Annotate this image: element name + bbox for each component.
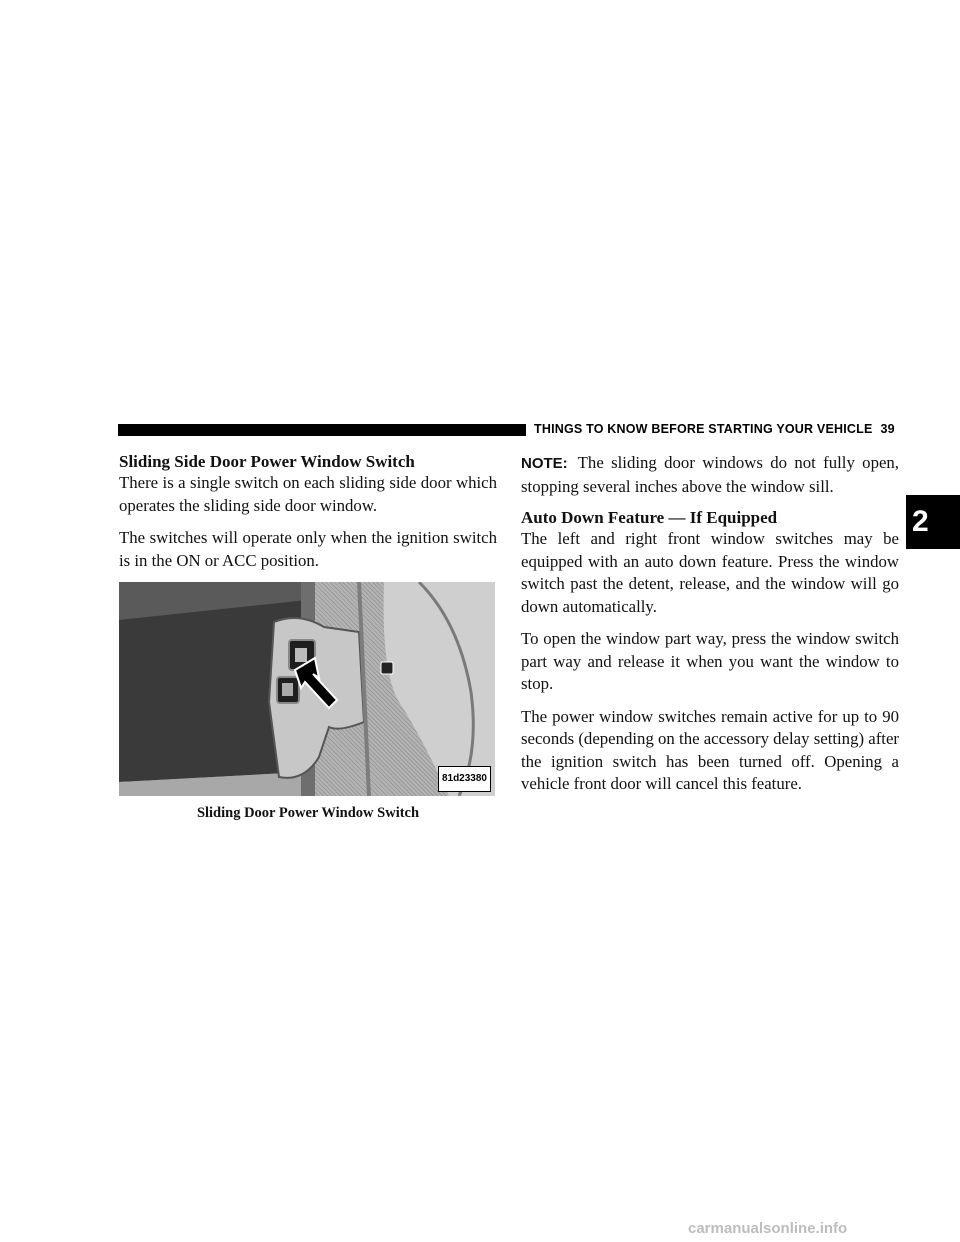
running-header [534,422,904,440]
right-paragraph-2: To open the window part way, press the window switch part way and release it when you want the window to stop. [521,629,899,693]
note-text: The sliding door windows do not fully open, stopping several inches above the window sill. [521,453,899,496]
door-switch-figure [119,582,495,796]
note-label: NOTE: [521,455,568,472]
watermark: carmanualsonline.info [688,1220,848,1237]
note-paragraph [521,452,899,498]
chapter-tab: 2 [906,495,960,549]
right-paragraph-3: The power window switches remain active for up to 90 seconds (depending on the accessory delay setting) after the ignition switch has been turned off. Opening a vehicle front door will cancel this feature. [521,706,899,793]
header-rule [118,424,526,436]
figure-code: 81d23380 [438,766,491,793]
left-column [119,452,497,825]
right-heading: Auto Down Feature — If Equipped [521,508,778,527]
left-paragraph-2: The switches will operate only when the ignition switch is in the ON or ACC position. [119,528,497,570]
right-paragraph-1: The left and right front window switches may be equipped with an auto down feature. Press the window switch past the detent, release, and the window will go down automatically. [521,529,899,616]
page-number: 39 [880,422,895,436]
right-column [521,452,899,806]
left-heading: Sliding Side Door Power Window Switch [119,452,415,471]
left-paragraph-1: There is a single switch on each sliding side door which operates the sliding side door window. [119,473,497,515]
figure-caption: Sliding Door Power Window Switch [196,805,420,821]
door-switch-illustration [119,582,495,796]
section-title: THINGS TO KNOW BEFORE STARTING YOUR VEHICLE [534,422,873,436]
